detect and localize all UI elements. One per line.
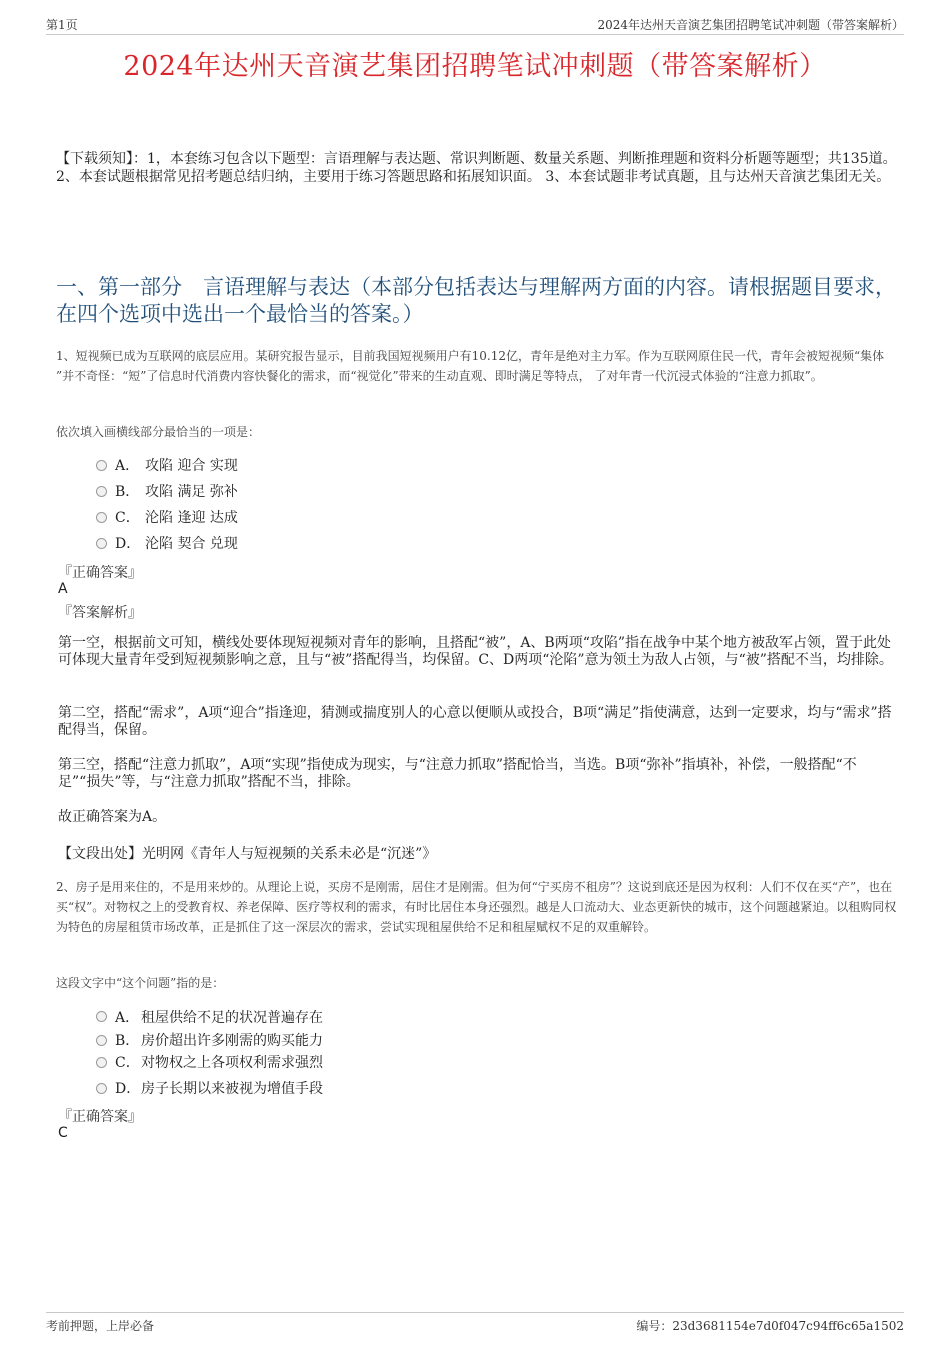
question-1-options xyxy=(96,452,238,556)
option-b[interactable] xyxy=(96,478,238,504)
option-text: 攻陷 迎合 实现 xyxy=(145,458,238,474)
radio-icon[interactable] xyxy=(96,1011,107,1022)
analysis-paragraph: 第一空，根据前文可知，横线处要体现短视频对青年的影响，且搭配“被”，A、B两项“攻陷”指在战争中某个地方被敌军占领，置于此处可体现大量青年受到短视频影响之意，且与“被”搭配得当，均保留。C、D两项“沦陷”意为领土为敌人占领，与“被”搭配不当，均排除。 xyxy=(58,635,893,668)
section-heading: 一、第一部分 言语理解与表达（本部分包括表达与理解两方面的内容。请根据题目要求，在四个选项中选出一个最恰当的答案。） xyxy=(56,275,896,326)
option-b[interactable] xyxy=(96,1029,323,1051)
download-notice: 【下载须知】：1，本套练习包含以下题型：言语理解与表达题、常识判断题、数量关系题、判断推理题和资料分析题等题型；共135道。 2、本套试题根据常见招考题总结归纳，主要用于练习答题思路和拓展知识面。 3、本套试题非考试真题，且与达州天音演艺集团无关。 xyxy=(56,151,897,185)
radio-icon[interactable] xyxy=(96,460,107,471)
radio-icon[interactable] xyxy=(96,486,107,497)
option-a[interactable] xyxy=(96,1004,323,1029)
option-d[interactable] xyxy=(96,530,238,556)
option-text: 沦陷 契合 兑现 xyxy=(145,536,238,552)
option-text: 房价超出许多刚需的购买能力 xyxy=(141,1033,323,1049)
question-2-prompt: 这段文字中“这个问题”指的是： xyxy=(56,976,225,990)
option-text: 对物权之上各项权利需求强烈 xyxy=(141,1055,323,1071)
answer-value: A xyxy=(58,581,68,597)
option-d[interactable] xyxy=(96,1073,323,1103)
radio-icon[interactable] xyxy=(96,1057,107,1068)
header-doc-title: 2024年达州天音演艺集团招聘笔试冲刺题（带答案解析） xyxy=(597,18,904,32)
option-c[interactable] xyxy=(96,1051,323,1073)
passage-source: 【文段出处】光明网《青年人与短视频的关系未必是“沉迷”》 xyxy=(58,846,437,862)
option-letter: C． xyxy=(115,510,140,526)
analysis-conclusion: 故正确答案为A。 xyxy=(58,809,167,825)
radio-icon[interactable] xyxy=(96,1035,107,1046)
page-number: 第1页 xyxy=(46,18,78,32)
analysis-label: 『答案解析』 xyxy=(58,605,142,621)
option-letter: D． xyxy=(115,1081,141,1097)
question-1-text: 1、短视频已成为互联网的底层应用。某研究报告显示，目前我国短视频用户有10.12亿，青年是绝对主力军。作为互联网原住民一代，青年会被短视频“集体 ”并不奇怪：“短”了信息时代消费内容快餐化的需求，而“视觉化”带来的生动直观、即时满足等特点， 了对年青一代沉浸式体验的“注意力抓取”。 xyxy=(56,349,885,383)
footer-slogan: 考前押题，上岸必备 xyxy=(46,1319,155,1333)
option-text: 房子长期以来被视为增值手段 xyxy=(141,1081,323,1097)
page-header xyxy=(46,14,904,35)
option-text: 沦陷 逢迎 达成 xyxy=(145,510,238,526)
question-1-prompt: 依次填入画横线部分最恰当的一项是： xyxy=(56,425,261,439)
option-a[interactable] xyxy=(96,452,238,478)
radio-icon[interactable] xyxy=(96,538,107,549)
answer-label: 『正确答案』 xyxy=(58,1109,142,1125)
option-letter: A． xyxy=(115,1009,140,1026)
analysis-paragraph: 第三空，搭配“注意力抓取”，A项“实现”指使成为现实，与“注意力抓取”搭配恰当，当选。B项“弥补”指填补，补偿，一般搭配“不足”“损失”等，与“注意力抓取”搭配不当，排除。 xyxy=(58,757,857,790)
answer-label: 『正确答案』 xyxy=(58,565,142,581)
option-letter: B． xyxy=(115,1033,140,1049)
option-letter: B． xyxy=(115,484,140,500)
question-2-options xyxy=(96,1004,323,1103)
analysis-paragraph: 第二空，搭配“需求”，A项“迎合”指逢迎，猜测或揣度别人的心意以便顺从或投合，B项“满足”指使满意，达到一定要求，均与“需求”搭配得当，保留。 xyxy=(58,705,892,738)
answer-value: C xyxy=(58,1125,68,1141)
option-letter: D． xyxy=(115,536,141,552)
option-c[interactable] xyxy=(96,504,238,530)
radio-icon[interactable] xyxy=(96,1083,107,1094)
page-footer xyxy=(46,1312,904,1335)
radio-icon[interactable] xyxy=(96,512,107,523)
option-text: 攻陷 满足 弥补 xyxy=(145,484,238,500)
option-text: 租屋供给不足的状况普遍存在 xyxy=(141,1009,323,1026)
option-letter: A． xyxy=(115,458,140,474)
option-letter: C． xyxy=(115,1055,140,1071)
document-serial: 编号：23d3681154e7d0f047c94ff6c65a1502 xyxy=(636,1319,904,1333)
page-title: 2024年达州天音演艺集团招聘笔试冲刺题（带答案解析） xyxy=(123,51,827,82)
question-2-text: 2、房子是用来住的，不是用来炒的。从理论上说，买房不是刚需，居住才是刚需。但为何“宁买房不租房”？这说到底还是因为权利：人们不仅在买“产”，也在买“权”。对物权之上的受教育权、养老保障、医疗等权利的需求，有时比居住本身还强烈。越是人口流动大、业态更新快的城市，这个问题越紧迫。以租购同权为特色的房屋租赁市场改革，正是抓住了这一深层次的需求，尝试实现租屋供给不足和租屋赋权不足的双重解铃。 xyxy=(56,880,897,934)
